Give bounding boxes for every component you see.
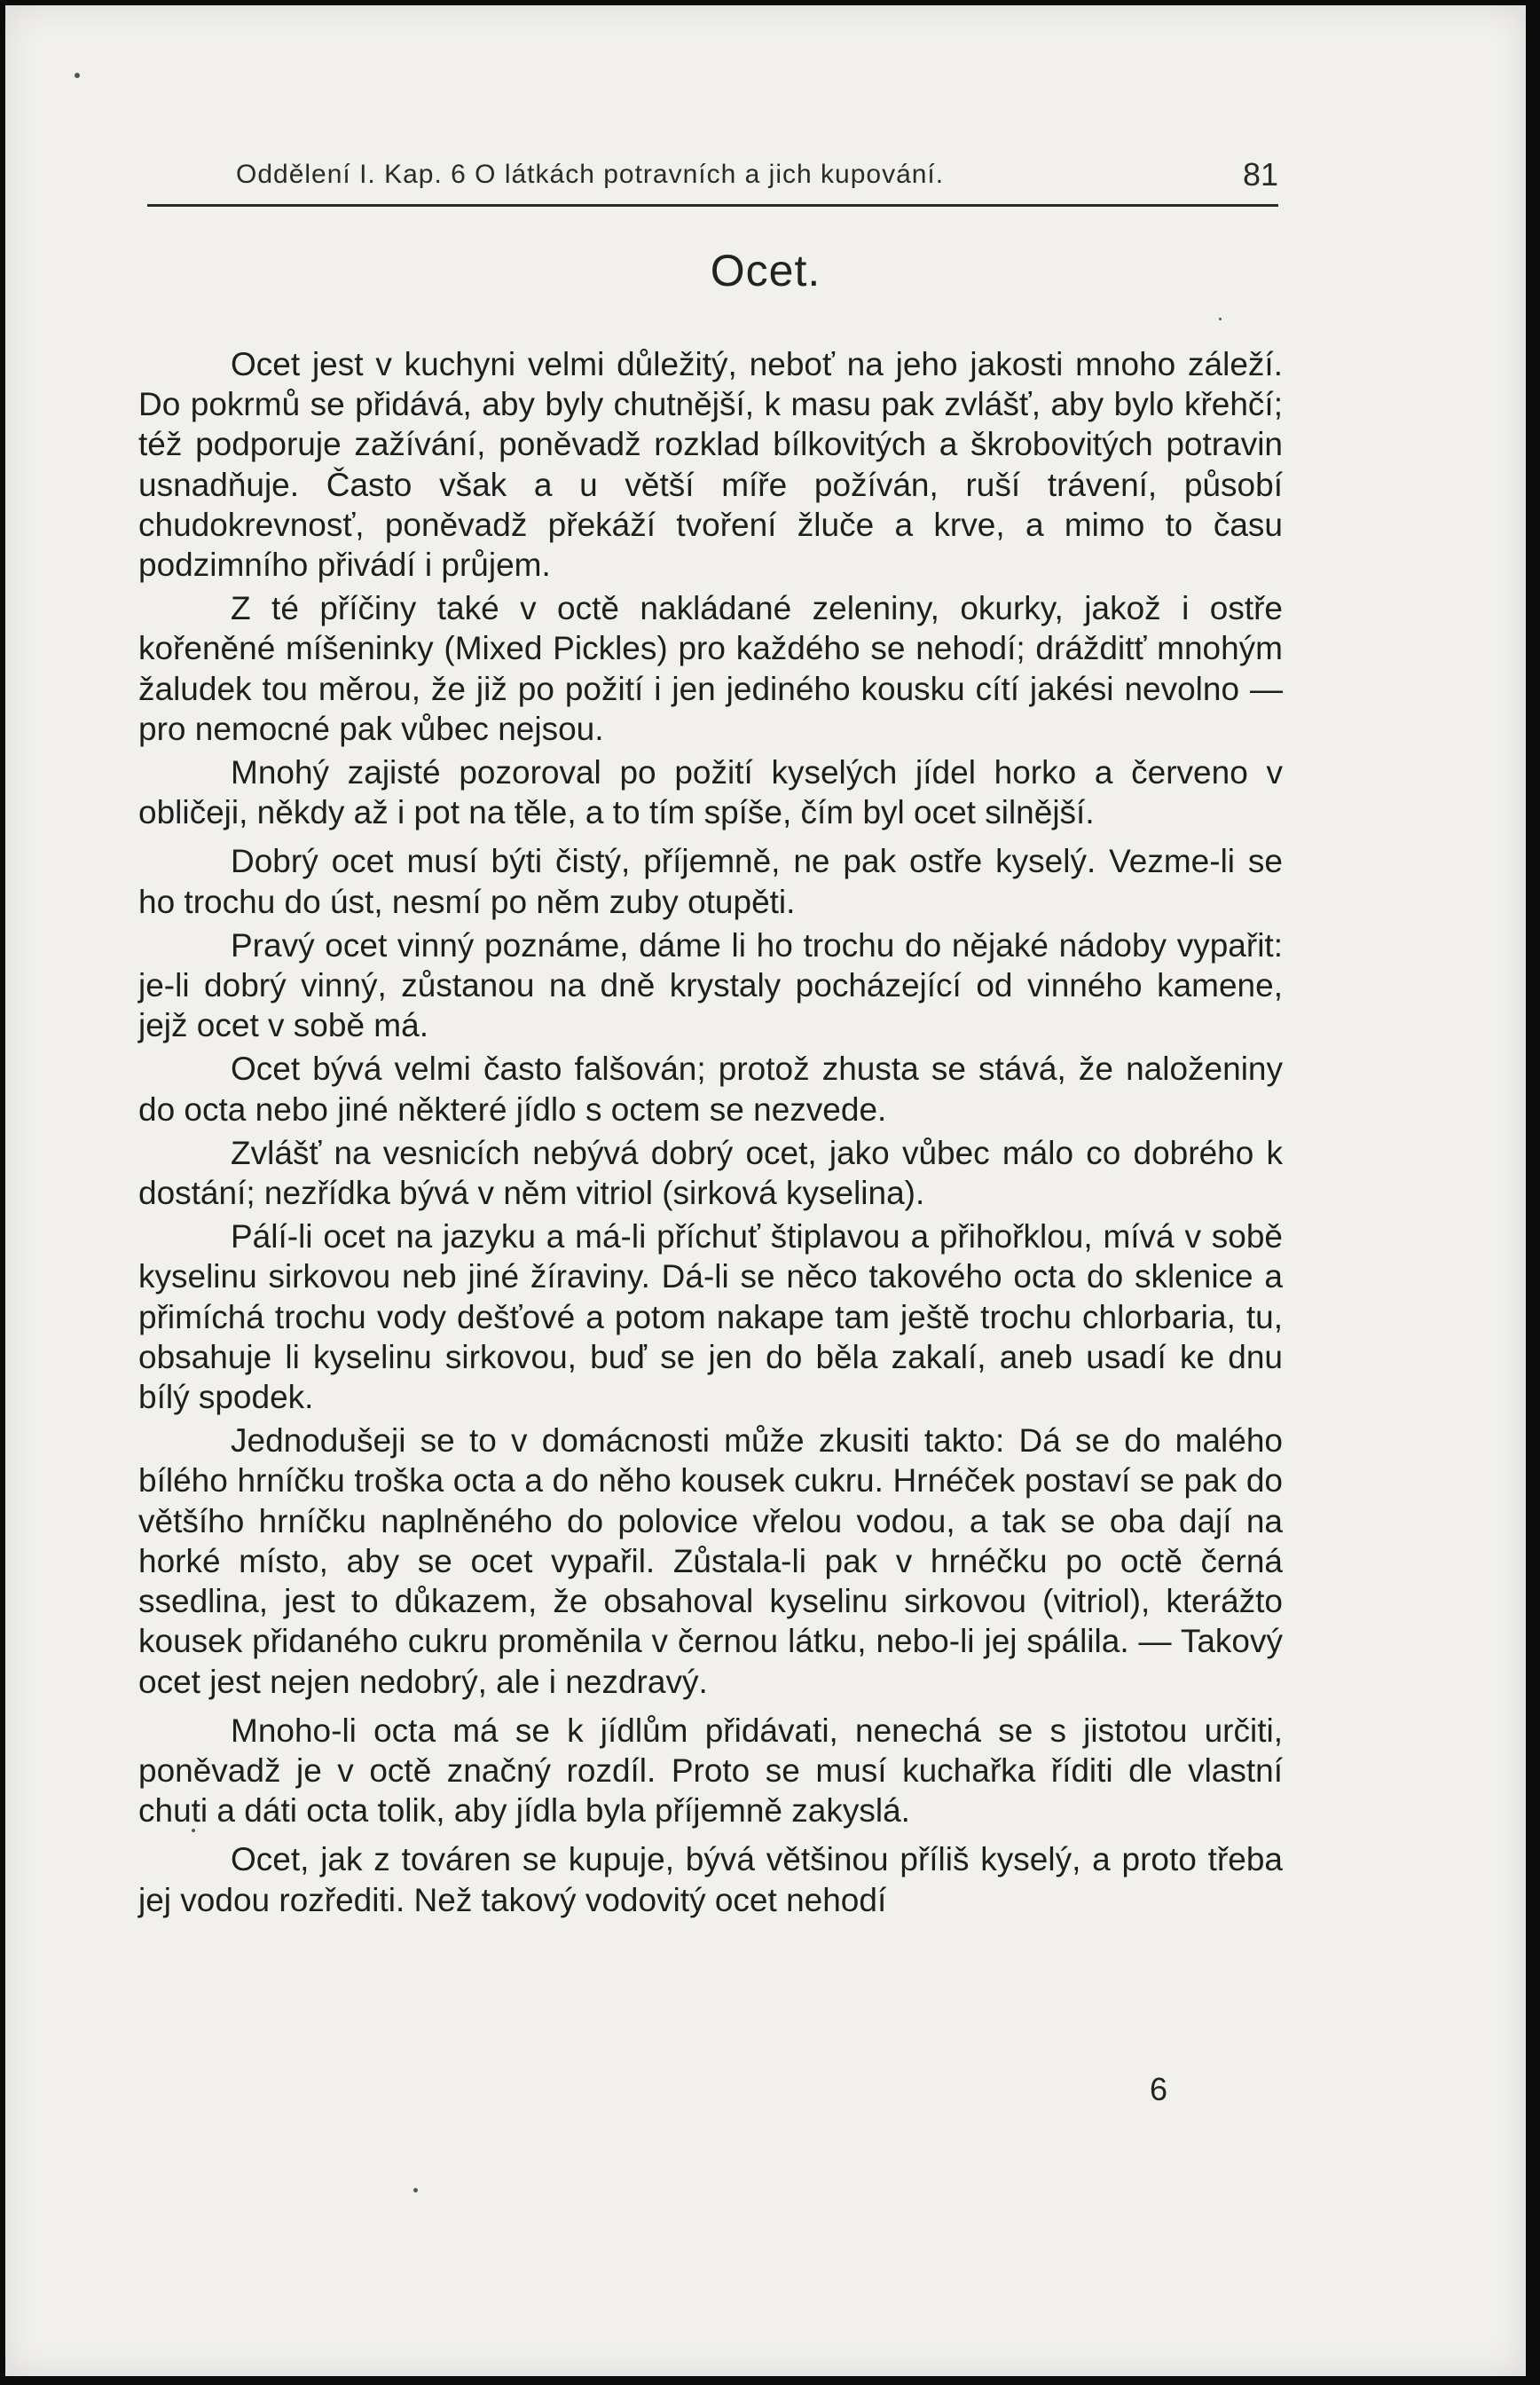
running-header — [147, 153, 1278, 206]
signature-mark: 6 — [1150, 2071, 1168, 2107]
header-rule — [147, 204, 1278, 207]
dust-speck — [413, 2188, 418, 2192]
paragraph: Mnoho-li octa má se k jídlům přidávati, nenechá se s jistotou určiti, poněvadž je v octě značný rozdíl. Proto se musí kuchařka říditi dle vlastní chuti a dáti octa tolik, aby jídla byla příjemně zakyslá. — [138, 1712, 1283, 1830]
paragraph: Pálí-li ocet na jazyku a má-li příchuť štiplavou a přihořklou, mívá v sobě kyselinu sirkovou neb jiné žíraviny. Dá-li se něco takového octa do sklenice a přimíchá trochu vody dešťové a potom nakape tam ještě trochu chlorbaria, tu, obsahuje li kyselinu sirkovou, buď se jen do běla zakalí, aneb usadí ke dnu bílý spodek. — [138, 1218, 1283, 1416]
paragraph: Jednodušeji se to v domácnosti může zkusiti takto: Dá se do malého bílého hrníčku troška octa a do něho kousek cukru. Hrnéček postaví se pak do většího hrníčku naplněného do polovice vřelou vodou, a tak se oba dají na horké místo, aby se ocet vypařil. Zůstala-li pak v hrnéčku po octě černá ssedlina, jest to důkazem, že obsahoval kyselinu sirkovou (vitriol), kterážto kousek přidaného cukru proměnila v černou látku, nebo-li jej spálila. — Takový ocet jest nejen nedobrý, ale i nezdravý. — [138, 1422, 1283, 1700]
paragraph: Ocet jest v kuchyni velmi důležitý, neboť na jeho jakosti mnoho záleží. Do pokrmů se přidává, aby byly chutnější, k masu pak zvlášť, aby bylo křehčí; též podporuje zažívání, poněvadž rozklad bílkovitých a škrobovitých potravin usnadňuje. Často však a u větší míře požíván, ruší trávení, působí chudokrevnosť, poněvadž překáží tvoření žluče a krve, a mimo to času podzimního přivádí i průjem. — [138, 346, 1283, 584]
book-page — [5, 5, 1526, 2376]
paragraph: Dobrý ocet musí býti čistý, příjemně, ne pak ostře kyselý. Vezme-li se ho trochu do úst, nesmí po něm zuby otupěti. — [138, 843, 1283, 920]
paragraph: Pravý ocet vinný poznáme, dáme li ho trochu do nějaké nádoby vypařit: je-li dobrý vinný, zůstanou na dně krystaly pocházející od vinného kamene, jejž ocet v sobě má. — [138, 926, 1283, 1044]
paragraph: Z té příčiny také v octě nakládané zeleniny, okurky, jakož i ostře kořeněné míšeninky (Mixed Pickles) pro každého se nehodí; drážditť mnohým žaludek tou měrou, že již po požití i jen jediného kousku cítí jakési nevolno — pro nemocné pak vůbec nejsou. — [138, 590, 1283, 747]
dust-speck — [75, 73, 80, 78]
page-number: 81 — [1242, 156, 1278, 193]
paragraph: Ocet bývá velmi často falšován; protož zhusta se stává, že naloženiny do octa nebo jiné některé jídlo s octem se nezvede. — [138, 1051, 1283, 1128]
dust-speck — [1219, 318, 1222, 320]
body-text — [138, 344, 1283, 1924]
paragraph: Zvlášť na vesnicích nebývá dobrý ocet, jako vůbec málo co dobrého k dostání; nezřídka bývá v něm vitriol (sirková kyselina). — [138, 1134, 1283, 1212]
running-title: Oddělení I. Kap. 6 O látkách potravních a jich kupování. — [236, 160, 945, 189]
paragraph: Mnohý zajisté pozoroval po požití kyselých jídel horko a červeno v obličeji, někdy až i pot na těle, a to tím spíše, čím byl ocet silnější. — [138, 754, 1283, 831]
dust-speck — [192, 1829, 195, 1832]
section-title: Ocet. — [710, 246, 821, 295]
paragraph: Ocet, jak z továren se kupuje, bývá většinou příliš kyselý, a proto třeba jej vodou rozřediti. Než takový vodovitý ocet nehodí — [138, 1841, 1283, 1918]
